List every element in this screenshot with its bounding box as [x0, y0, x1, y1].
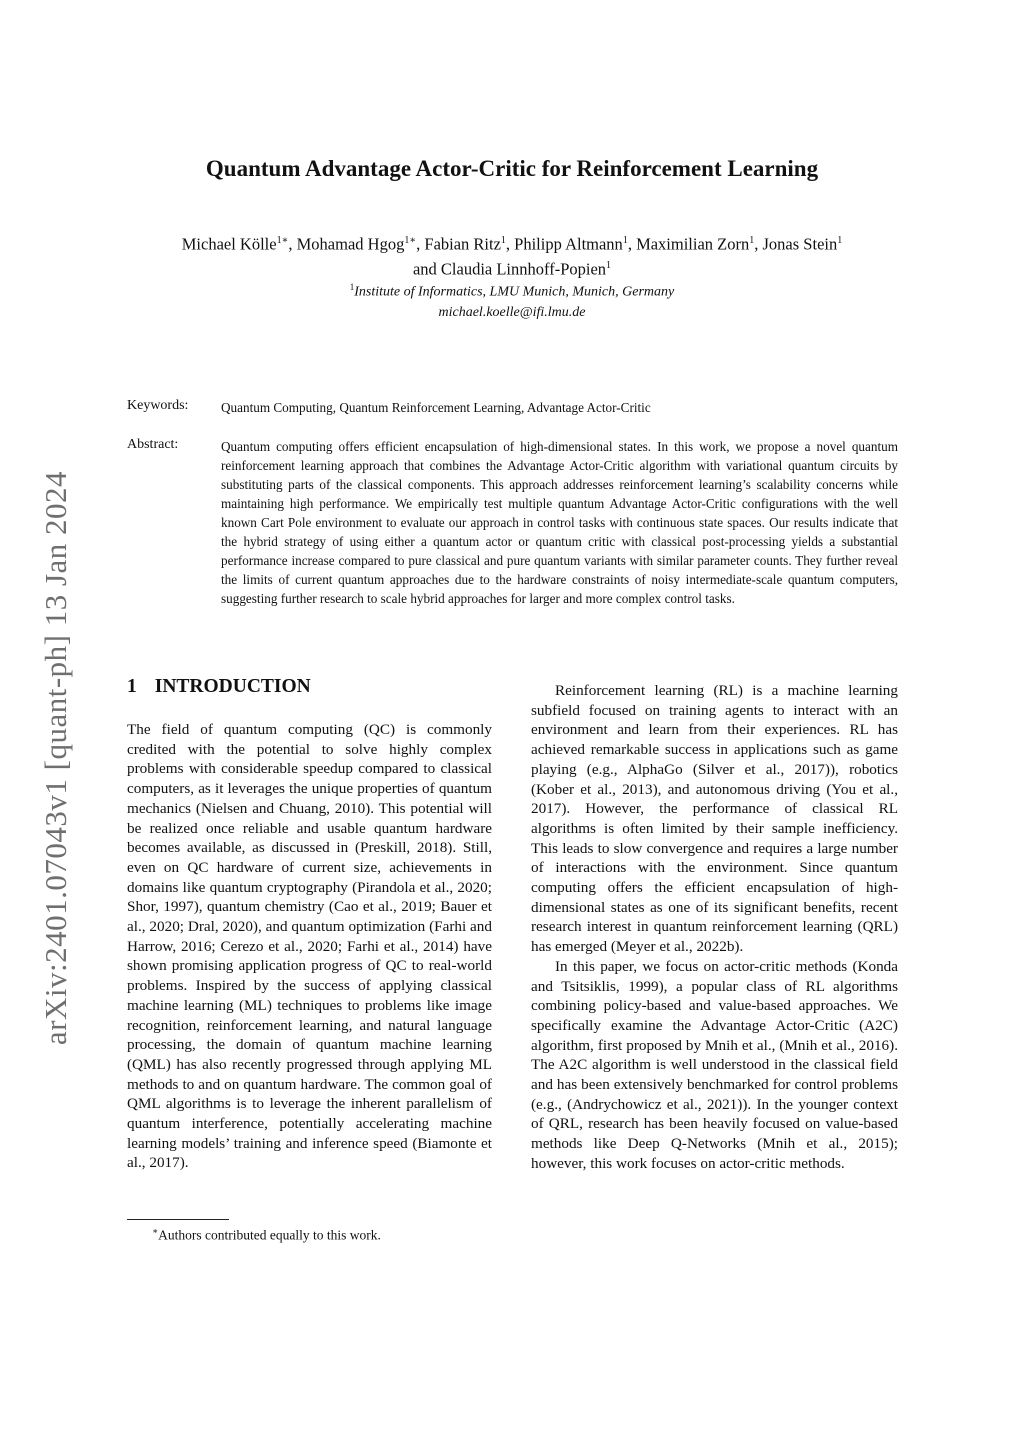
section-title: INTRODUCTION [154, 676, 311, 697]
author-mark: 1 [606, 259, 612, 271]
author-list: Michael Kölle$^{1∗}$, Mohamad Hgog$^{1∗}$, Fabian Ritz$^1$, Philipp Altmann$^1$, Maximilian Zorn$^1$, Jonas Stein$^1$ and Claudia Linnhoff-Popien$^1$ [181, 234, 843, 278]
arxiv-sidebar [36, 440, 76, 1075]
author-mark: 1∗ [404, 235, 417, 246]
section-heading [127, 676, 311, 698]
abstract-label: Abstract: [127, 437, 179, 452]
footnote-text: Authors contributed equally to this work. [158, 1227, 381, 1243]
author-mark: 1 [622, 235, 628, 246]
arxiv-identifier: arXiv:2401.07043v1 [quant-ph] 13 Jan 2024 [38, 470, 73, 1045]
author-mark: 1∗ [276, 235, 289, 246]
footnote [152, 1226, 381, 1244]
affiliation-block [0, 277, 1024, 323]
affiliation: Institute of Informatics, LMU Munich, Munich, Germany [354, 284, 675, 300]
section-number: 1 [127, 676, 137, 697]
author-name: Maximilian Zorn [636, 234, 750, 254]
author-prefix: and [412, 259, 441, 278]
keywords-text: Quantum Computing, Quantum Reinforcement Learning, Advantage Actor-Critic [221, 400, 651, 415]
footnote-divider [127, 1219, 229, 1220]
paper-title: Quantum Advantage Actor-Critic for Reinforcement Learning [205, 156, 819, 181]
paragraph: In this paper, we focus on actor-critic methods (Konda and Tsitsiklis, 1999), a popular class of RL algorithms combining policy-based and value-based approaches. We specifically examine the Advantage Actor-Critic (A2C) algorithm, first proposed by Mnih et al., (Mnih et al., 2016). The A2C algorithm is well understood in the classical field and has been extensively benchmarked for control problems (e.g., (Andrychowicz et al., 2021)). In the younger context of QRL, research has been heavily focused on value-based methods like Deep Q-Networks (Mnih et al., 2015); however, this work focuses on actor-critic methods. [531, 957, 898, 1172]
affiliation-mark: 1 [349, 282, 355, 292]
author-mark: 1 [500, 235, 506, 246]
footnote-mark: ∗ [152, 1226, 159, 1236]
paragraph: Reinforcement learning (RL) is a machine learning subfield focused on training agents to interact with an environment and learn from their experiences. RL has achieved remarkable success in applications such as game playing (e.g., AlphaGo (Silver et al., 2017)), robotics (Kober et al., 2013), and autonomous driving (You et al., 2017). However, the performance of classical RL algorithms is often limited by their sample inefficiency. This leads to slow convergence and requires a large number of interactions with the environment. Since quantum computing offers the efficient encapsulation of high-dimensional states as one of its significant benefits, recent research interest in quantum reinforcement learning (QRL) has emerged (Meyer et al., 2022b). [531, 682, 898, 956]
left-column [127, 720, 492, 1173]
author-name: Philipp Altmann [514, 234, 623, 254]
author-name: Fabian Ritz [424, 234, 501, 254]
author-name: Michael Kölle [181, 234, 277, 254]
author-name: Mohamad Hgog [296, 234, 405, 254]
abstract-text: Quantum computing offers efficient encapsulation of high-dimensional states. In this work, we propose a novel quantum reinforcement learning approach that combines the Advantage Actor-Critic algorithm with variational quantum circuits by substituting parts of the classical components. This approach addresses reinforcement learning’s scalability concerns while maintaining high performance. We empirically test multiple quantum Advantage Actor-Critic configurations with the well known Cart Pole environment to evaluate our approach in control tasks with continuous state spaces. Our results indicate that the hybrid strategy of using either a quantum actor or quantum critic with classical post-processing yields a substantial performance increase compared to pure classical and pure quantum variants with similar parameter counts. They further reveal the limits of current quantum approaches due to the hardware constraints of noisy intermediate-scale quantum computers, suggesting further research to scale hybrid approaches for larger and more complex control tasks. [221, 439, 898, 606]
paragraph: The field of quantum computing (QC) is commonly credited with the potential to solve highly complex problems with considerable speedup compared to classical computers, as it leverages the unique properties of quantum mechanics (Nielsen and Chuang, 2010). This potential will be realized once reliable and usable quantum hardware becomes available, as discussed in (Preskill, 2018). Still, even on QC hardware of current size, achievements in domains like quantum cryptography (Pirandola et al., 2020; Shor, 1997), quantum chemistry (Cao et al., 2019; Bauer et al., 2020; Dral, 2020), and quantum optimization (Farhi and Harrow, 2016; Cerezo et al., 2020; Farhi et al., 2014) have shown promising application progress of QC to real-world problems. Inspired by the success of applying classical machine learning (ML) techniques to problems like image recognition, reinforcement learning, and natural language processing, the domain of quantum machine learning (QML) has also recently progressed through applying ML methods to and on quantum hardware. The common goal of QML algorithms is to leverage the inherent parallelism of quantum interference, potentially accelerating machine learning models’ training and inference speed (Biamonte et al., 2017). [127, 721, 492, 1172]
author-name: Claudia Linnhoff-Popien [440, 259, 607, 278]
contact-email[interactable]: michael.koelle@ifi.lmu.de [438, 304, 586, 320]
keywords-label: Keywords: [127, 398, 189, 413]
author-mark: 1 [837, 235, 843, 246]
author-mark: 1 [749, 235, 755, 246]
right-column [531, 681, 898, 1174]
author-name: Jonas Stein [762, 234, 838, 254]
